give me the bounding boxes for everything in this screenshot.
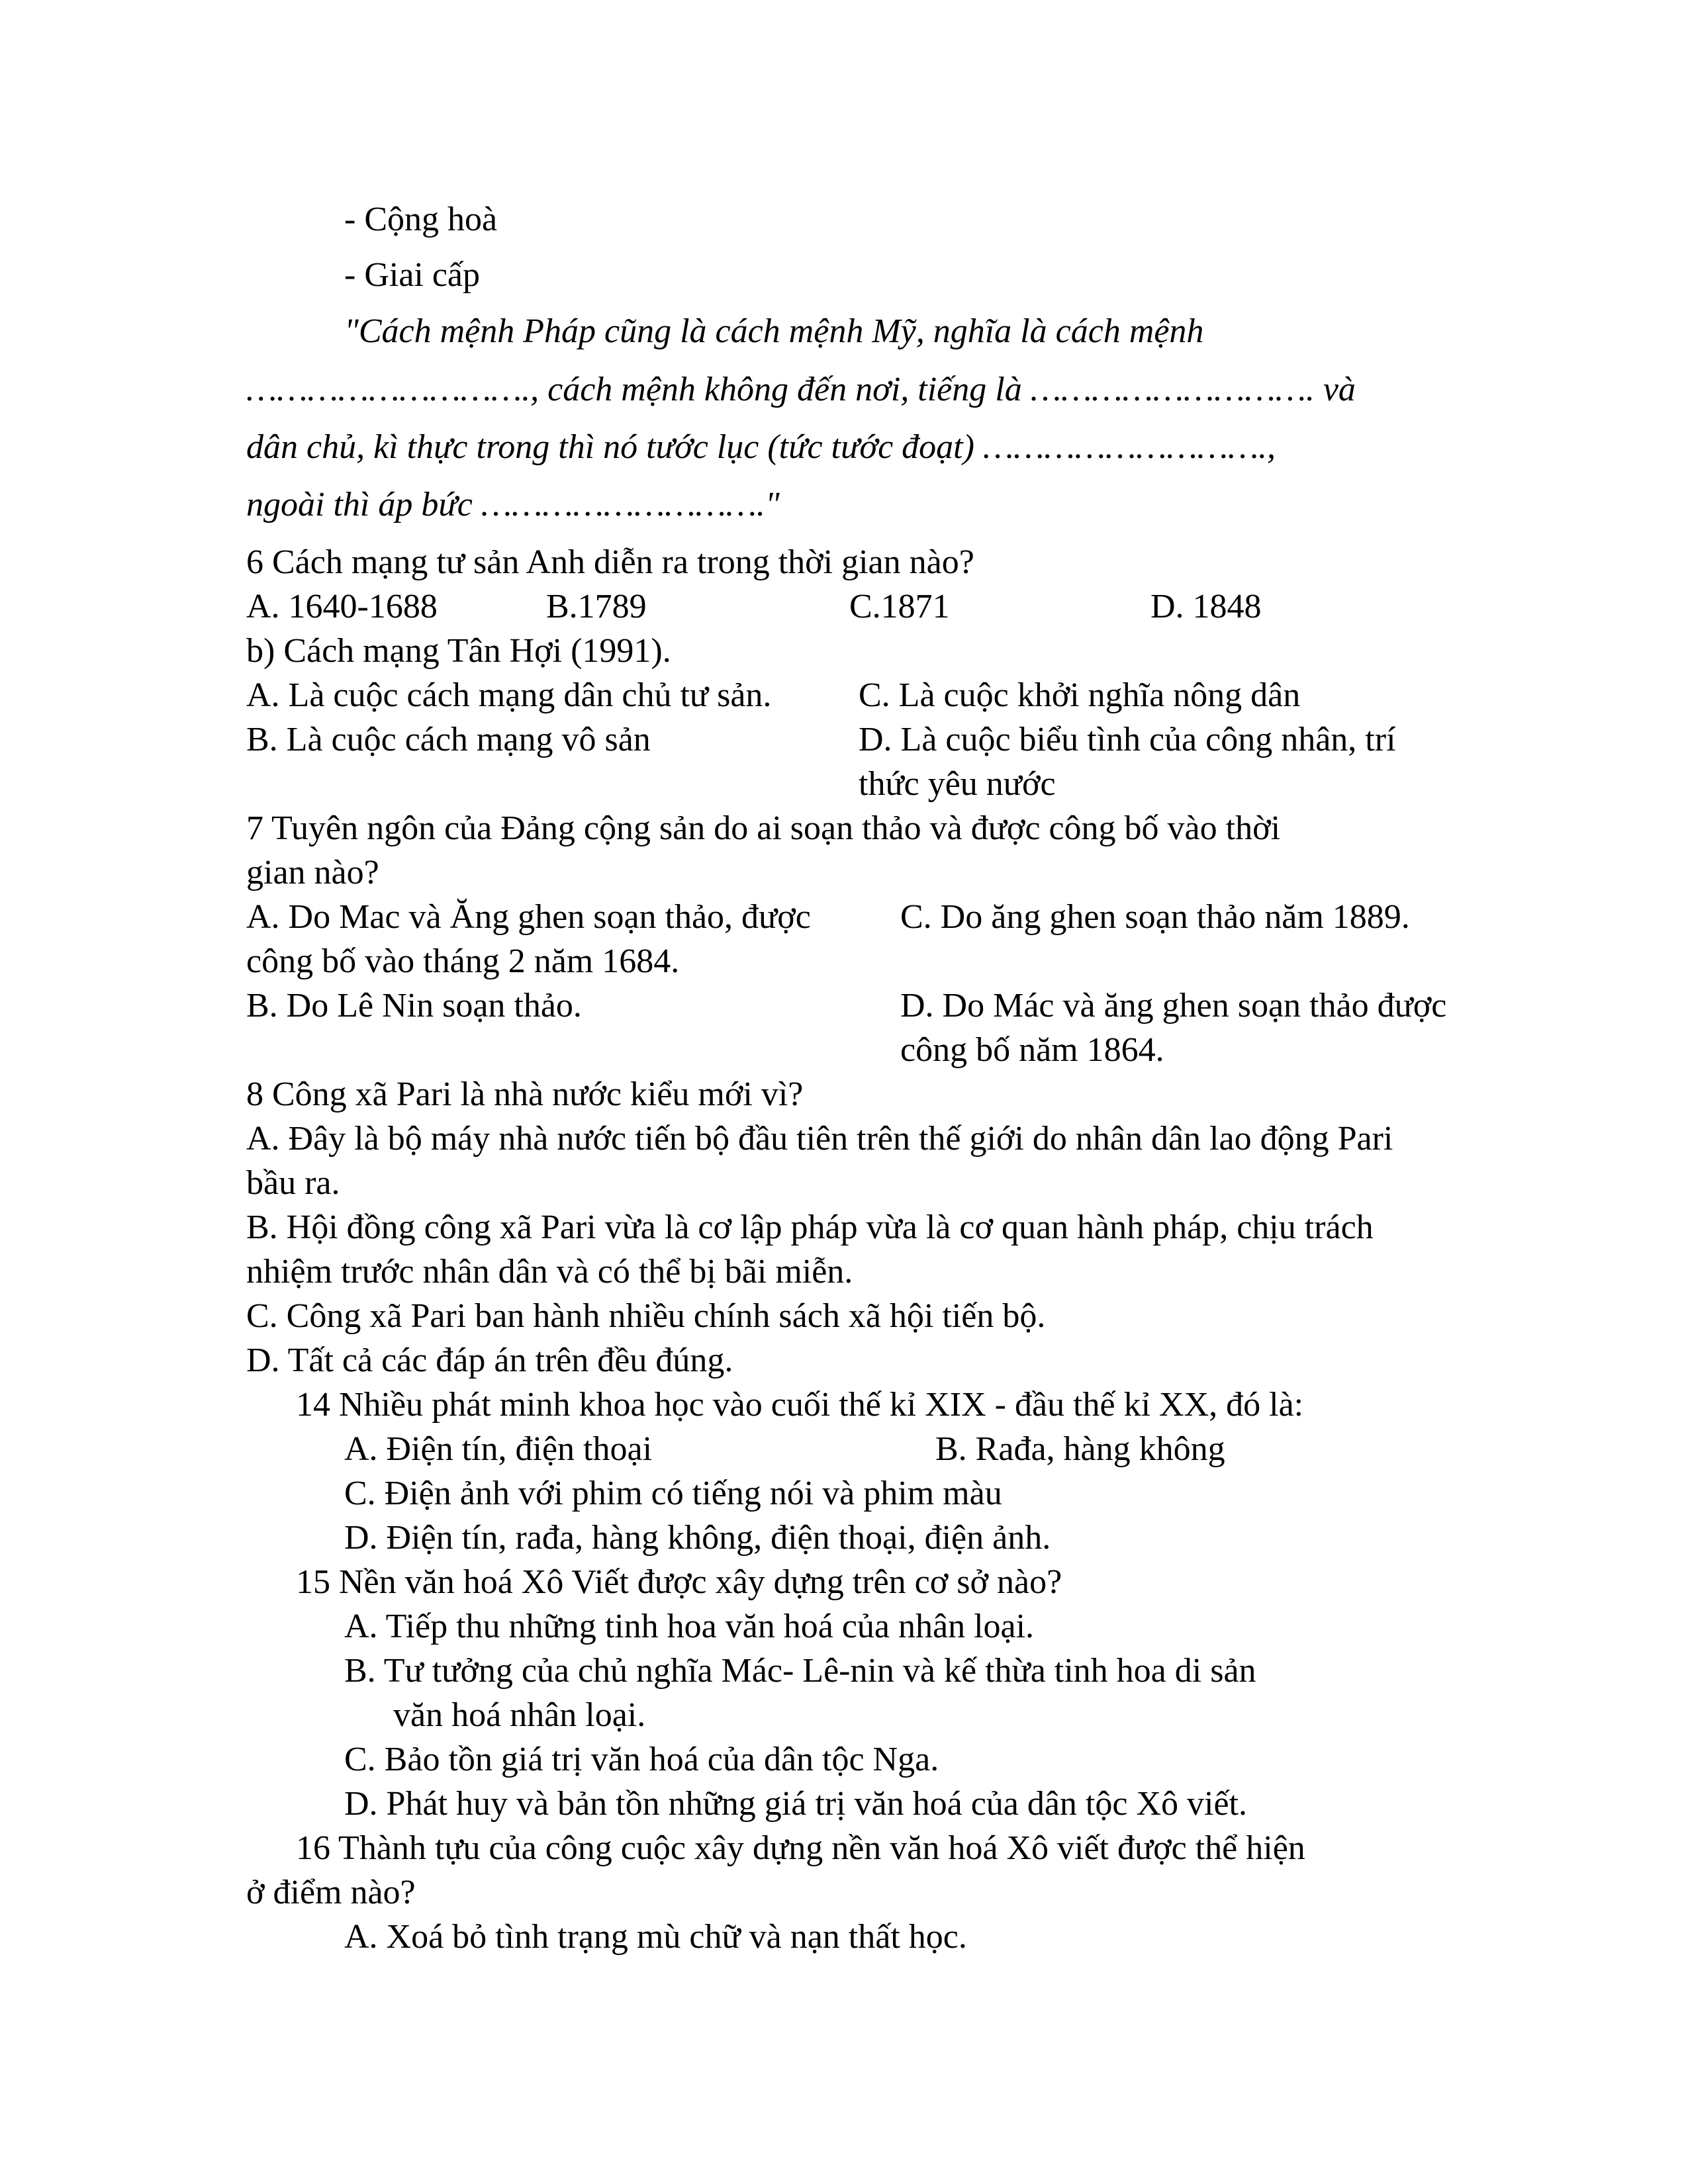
- q7-option-a-line-2: công bố vào tháng 2 năm 1684.: [246, 942, 680, 980]
- q15-option-c: C. Bảo tồn giá trị văn hoá của dân tộc Nga.: [344, 1741, 939, 1778]
- q7-option-c: C. Do ăng ghen soạn thảo năm 1889.: [900, 898, 1410, 936]
- q7-option-d-line-2: công bố năm 1864.: [900, 1031, 1164, 1069]
- question-7-line-2: gian nào?: [246, 854, 379, 891]
- quote-line-3: dân chủ, kì thực trong thì nó tước lục (tức tước đoạt) ……………………….,: [246, 428, 1276, 466]
- q14-option-b: B. Rađa, hàng không: [935, 1430, 1225, 1468]
- q7-option-d-line-1: D. Do Mác và ăng ghen soạn thảo được: [900, 987, 1447, 1024]
- q16-option-a: A. Xoá bỏ tình trạng mù chữ và nạn thất học.: [344, 1918, 967, 1956]
- bullet-cong-hoa: - Cộng hoà: [344, 201, 498, 238]
- q8-option-b-line-2: nhiệm trước nhân dân và có thể bị bãi miễn.: [246, 1253, 853, 1291]
- quote-line-1: "Cách mệnh Pháp cũng là cách mệnh Mỹ, nghĩa là cách mệnh: [344, 312, 1204, 350]
- q6-option-b: B.1789: [546, 588, 647, 625]
- q6-option-a: A. 1640-1688: [246, 588, 438, 625]
- question-8: 8 Công xã Pari là nhà nước kiểu mới vì?: [246, 1075, 804, 1113]
- quote-line-4: ngoài thì áp bức ……………………….": [246, 486, 780, 523]
- q15-option-d: D. Phát huy và bản tồn những giá trị văn hoá của dân tộc Xô viết.: [344, 1785, 1247, 1823]
- qb-option-a: A. Là cuộc cách mạng dân chủ tư sản.: [246, 676, 772, 714]
- q15-option-b-line-2: văn hoá nhân loại.: [393, 1696, 646, 1734]
- question-16-line-1: 16 Thành tựu của công cuộc xây dựng nền văn hoá Xô viết được thể hiện: [296, 1829, 1305, 1867]
- qb-option-c: C. Là cuộc khởi nghĩa nông dân: [859, 676, 1301, 714]
- q15-option-a: A. Tiếp thu những tinh hoa văn hoá của nhân loại.: [344, 1608, 1035, 1645]
- qb-option-b: B. Là cuộc cách mạng vô sản: [246, 721, 651, 758]
- quote-line-2: ………………………., cách mệnh không đến nơi, tiếng là ………………………. và: [246, 371, 1356, 408]
- q8-option-a-line-2: bầu ra.: [246, 1164, 340, 1202]
- q8-option-b-line-1: B. Hội đồng công xã Pari vừa là cơ lập pháp vừa là cơ quan hành pháp, chịu trách: [246, 1208, 1374, 1246]
- qb-option-d-line-1: D. Là cuộc biểu tình của công nhân, trí: [859, 721, 1396, 758]
- question-16-line-2: ở điểm nào?: [246, 1874, 416, 1911]
- q8-option-c: C. Công xã Pari ban hành nhiều chính sách xã hội tiến bộ.: [246, 1297, 1046, 1335]
- q14-option-d: D. Điện tín, rađa, hàng không, điện thoại, điện ảnh.: [344, 1519, 1051, 1557]
- question-b: b) Cách mạng Tân Hợi (1991).: [246, 632, 671, 670]
- q8-option-a-line-1: A. Đây là bộ máy nhà nước tiến bộ đầu tiên trên thế giới do nhân dân lao động Pari: [246, 1120, 1393, 1158]
- q15-option-b-line-1: B. Tư tưởng của chủ nghĩa Mác- Lê-nin và kế thừa tinh hoa di sản: [344, 1652, 1256, 1690]
- bullet-giai-cap: - Giai cấp: [344, 256, 481, 294]
- question-7-line-1: 7 Tuyên ngôn của Đảng cộng sản do ai soạn thảo và được công bố vào thời: [246, 809, 1281, 847]
- question-14: 14 Nhiều phát minh khoa học vào cuối thế kỉ XIX - đầu thế kỉ XX, đó là:: [296, 1386, 1304, 1424]
- q6-option-c: C.1871: [849, 588, 950, 625]
- q14-option-a: A. Điện tín, điện thoại: [344, 1430, 653, 1468]
- q7-option-b: B. Do Lê Nin soạn thảo.: [246, 987, 582, 1024]
- qb-option-d-line-2: thức yêu nước: [859, 765, 1056, 803]
- q8-option-d: D. Tất cả các đáp án trên đều đúng.: [246, 1342, 733, 1379]
- question-15: 15 Nền văn hoá Xô Viết được xây dựng trên cơ sở nào?: [296, 1563, 1062, 1601]
- question-6: 6 Cách mạng tư sản Anh diễn ra trong thời gian nào?: [246, 543, 974, 581]
- q6-option-d: D. 1848: [1150, 588, 1262, 625]
- q7-option-a-line-1: A. Do Mac và Ăng ghen soạn thảo, được: [246, 898, 811, 936]
- q14-option-c: C. Điện ảnh với phim có tiếng nói và phim màu: [344, 1475, 1002, 1512]
